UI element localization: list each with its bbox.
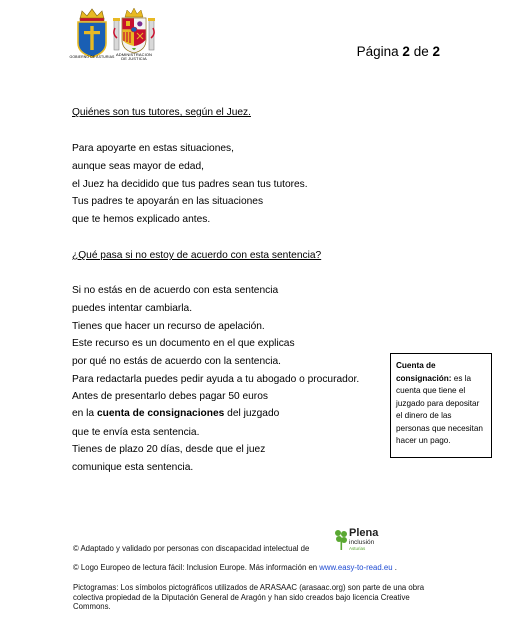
body-line: el Juez ha decidido que tus padres sean tus tutores. <box>72 179 308 190</box>
logo-note-end: . <box>394 563 397 572</box>
asturias-logo-caption: GOBIERNO DE ASTURIAS <box>69 55 115 59</box>
page-number <box>330 44 440 59</box>
body-line: aunque seas mayor de edad, <box>72 161 204 172</box>
body-line: Antes de presentarlo debes pagar 50 euros <box>72 391 268 402</box>
plena-logo-region: Asturias <box>349 546 366 551</box>
bold-term-consignaciones: cuenta de consignaciones <box>96 408 225 419</box>
easy-read-logo-notice <box>73 563 397 572</box>
body-line: Para redactarla puedes pedir ayuda a tu abogado o procurador. <box>72 374 360 385</box>
logo-note-text: © Logo Europeo de lectura fácil: Inclusion Europe. Más información en <box>73 563 318 572</box>
body-line: que te envía esta sentencia. <box>72 427 200 438</box>
body-line-with-bold-term <box>72 408 279 419</box>
body-line: por qué no estás de acuerdo con la sentencia. <box>72 356 281 367</box>
plena-logo-inclusion: inclusión <box>349 539 375 546</box>
justicia-logo-caption <box>110 53 158 61</box>
body-line: Si no estás en de acuerdo con esta sentencia <box>72 285 279 296</box>
glossary-term: Cuenta de consignación: <box>396 361 452 383</box>
bold-line-post: del juzgado <box>227 408 280 419</box>
page-sep: de <box>413 44 429 59</box>
bold-line-pre: en la <box>72 408 95 419</box>
section-heading-disagree: ¿Qué pasa si no estoy de acuerdo con esta sentencia? <box>72 250 322 261</box>
body-line: Tus padres te apoyarán en las situaciones <box>72 196 264 207</box>
plena-inclusion-logo <box>334 528 394 554</box>
glossary-box <box>390 353 492 458</box>
page-prefix: Página <box>356 44 399 59</box>
body-line: Para apoyarte en estas situaciones, <box>72 143 234 154</box>
section-heading-tutors: Quiénes son tus tutores, según el Juez. <box>72 107 251 118</box>
plena-logo-word: Plena <box>349 527 379 539</box>
pictograms-license-notice: Pictogramas: Los símbolos pictográficos utilizados de ARASAAC (arasaac.org) son parte de una obra colectiva propiedad de la Diputación General de Aragón y han sido creados bajo licencia Creative Commons. <box>73 583 425 612</box>
page-total: 2 <box>432 44 440 59</box>
page-current: 2 <box>402 44 410 59</box>
body-line: Tienes que hacer un recurso de apelación. <box>72 321 265 332</box>
body-line: Tienes de plazo 20 días, desde que el juez <box>72 444 266 455</box>
body-line: comunique esta sentencia. <box>72 462 194 473</box>
easy-to-read-link[interactable]: www.easy-to-read.eu <box>319 563 393 572</box>
justicia-caption-line-2: DE JUSTICIA <box>121 56 147 61</box>
body-line: puedes intentar cambiarla. <box>72 303 193 314</box>
body-line: Este recurso es un documento en el que explicas <box>72 338 295 349</box>
glossary-definition: es la cuenta que tiene el juzgado para depositar el dinero de las personas que necesitan hacer un pago. <box>396 373 483 445</box>
justicia-caption-line-1: ADMINISTRACION <box>115 52 153 57</box>
body-line: que te hemos explicado antes. <box>72 214 211 225</box>
adapted-notice: © Adaptado y validado por personas con discapacidad intelectual de <box>73 544 310 553</box>
